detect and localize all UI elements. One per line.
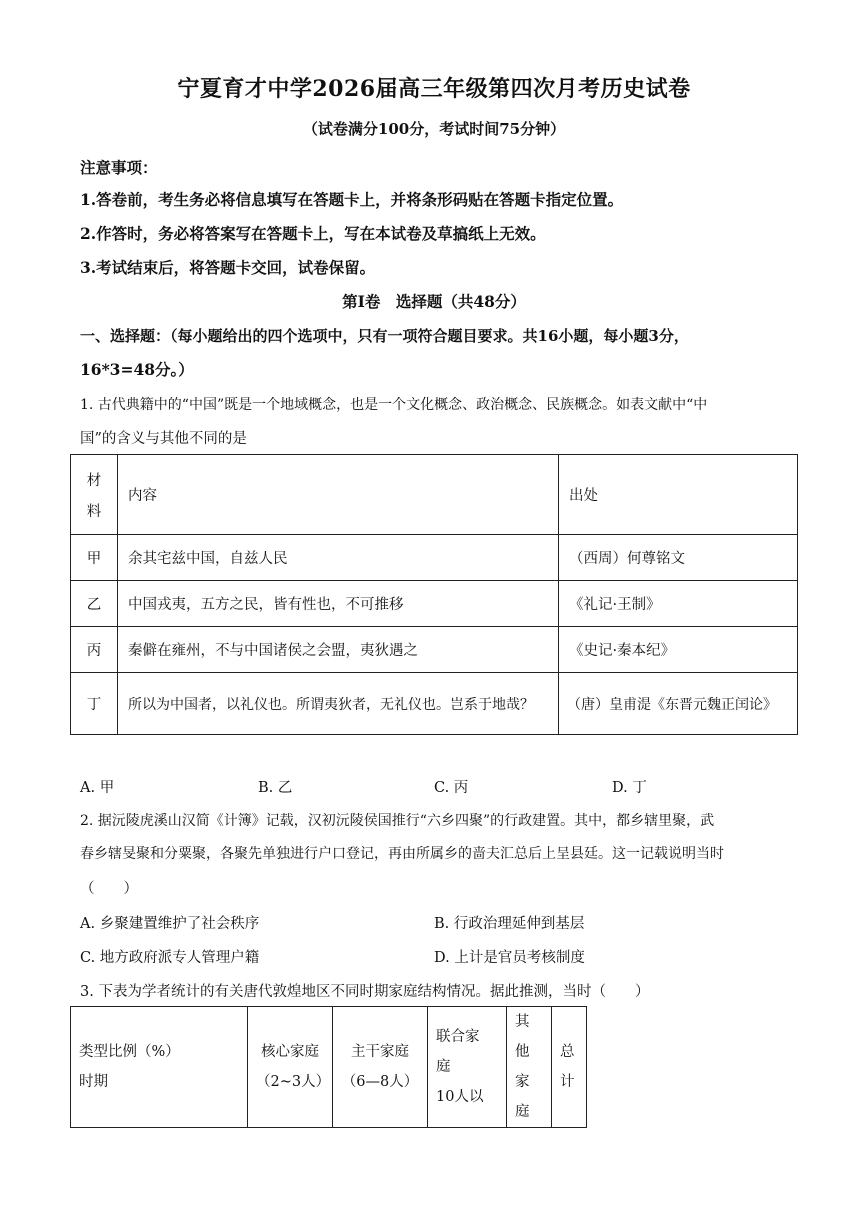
q3-table [70, 1006, 587, 1128]
header-line: 核心家庭 [261, 1044, 319, 1060]
header-char: 材 [86, 472, 102, 489]
header-line: 家庭 [515, 1074, 530, 1120]
q2-option-a: A. 乡聚建置维护了社会秩序 [80, 916, 260, 932]
row-source: （唐）皇甫湜《东晋元魏正闰论》 [559, 673, 798, 735]
page-title: 宁夏育才中学2026届高三年级第四次月考历史试卷 [177, 76, 691, 102]
notice-item: 3.考试结束后，将答题卡交回，试卷保留。 [80, 258, 376, 277]
section-instruction: 16*3=48分。） [80, 360, 194, 379]
corner-label: 时期 [79, 1074, 108, 1090]
notice-heading: 注意事项： [80, 158, 158, 177]
q1-table [70, 454, 798, 735]
header-line: 联合家 [436, 1029, 480, 1045]
header-cell [248, 1007, 333, 1128]
row-label: 丙 [71, 627, 118, 673]
q1-stem: 1. 古代典籍中的“中国”既是一个地域概念，也是一个文化概念、政治概念、民族概念。如表文献中“中 [80, 397, 708, 413]
table-row [71, 581, 798, 627]
row-source: 《礼记·王制》 [559, 581, 798, 627]
q2-stem: 2. 据沅陵虎溪山汉简《计簿》记载，汉初沅陵侯国推行“六乡四聚”的行政建置。其中，都乡辖里聚，武 [80, 813, 715, 829]
table-row [71, 673, 798, 735]
table-header-row [71, 1007, 587, 1128]
page-subtitle: （试卷满分100分，考试时间75分钟） [302, 120, 566, 138]
row-label: 甲 [71, 535, 118, 581]
header-line: 计 [560, 1074, 575, 1090]
row-content: 所以为中国者，以礼仪也。所谓夷狄者，无礼仪也。岂系于地哉？ [118, 673, 559, 735]
table-header-row [71, 455, 798, 535]
header-line: （6—8人） [341, 1074, 419, 1090]
table-row [71, 627, 798, 673]
row-label: 丁 [71, 673, 118, 735]
header-cell: 内容 [118, 455, 559, 535]
notice-item: 2.作答时，务必将答案写在答题卡上，写在本试卷及草搞纸上无效。 [80, 224, 546, 243]
header-line: 庭 [436, 1059, 451, 1075]
header-line: （2~3人） [256, 1074, 331, 1090]
row-source: 《史记·秦本纪》 [559, 627, 798, 673]
header-char: 料 [86, 503, 102, 520]
row-content: 余其宅兹中国，自兹人民 [118, 535, 559, 581]
row-content: 中国戎夷，五方之民，皆有性也，不可推移 [118, 581, 559, 627]
q2-stem: 春乡辖旻聚和分粟聚，各聚先单独进行户口登记，再由所属乡的啬夫汇总后上呈县廷。这一记载说明当时 [80, 846, 724, 862]
corner-cell [71, 1007, 248, 1128]
header-line: 其他 [515, 1014, 530, 1060]
row-label: 乙 [71, 581, 118, 627]
q2-option-c: C. 地方政府派专人管理户籍 [80, 950, 260, 966]
q2-option-b: B. 行政治理延伸到基层 [434, 916, 585, 932]
corner-label: 类型比例（%） [79, 1044, 180, 1060]
q1-option-a: A. 甲 [80, 780, 115, 796]
q1-option-c: C. 丙 [434, 780, 469, 796]
header-cell [71, 455, 118, 535]
q1-stem: 国”的含义与其他不同的是 [80, 431, 247, 447]
header-line: 主干家庭 [351, 1044, 409, 1060]
q2-stem: （ ） [80, 881, 138, 897]
section-instruction: 一、选择题：（每小题给出的四个选项中，只有一项符合题目要求。共16小题，每小题3分， [80, 327, 689, 345]
table-row [71, 535, 798, 581]
section-title: 第Ⅰ卷 选择题（共48分） [342, 292, 526, 311]
header-cell [507, 1007, 552, 1128]
q1-option-d: D. 丁 [612, 780, 647, 796]
row-source: （西周）何尊铭文 [559, 535, 798, 581]
q2-option-d: D. 上计是官员考核制度 [434, 950, 585, 966]
q1-option-b: B. 乙 [258, 780, 293, 796]
header-cell: 出处 [559, 455, 798, 535]
header-cell [333, 1007, 428, 1128]
header-line: 10人以 [436, 1089, 484, 1105]
q3-stem: 3. 下表为学者统计的有关唐代敦煌地区不同时期家庭结构情况。据此推测，当时（ ） [80, 984, 650, 1000]
notice-item: 1.答卷前，考生务必将信息填写在答题卡上，并将条形码贴在答题卡指定位置。 [80, 190, 624, 209]
header-cell [552, 1007, 587, 1128]
header-line: 总 [560, 1044, 575, 1060]
row-content: 秦僻在雍州，不与中国诸侯之会盟，夷狄遇之 [118, 627, 559, 673]
header-cell [428, 1007, 507, 1128]
